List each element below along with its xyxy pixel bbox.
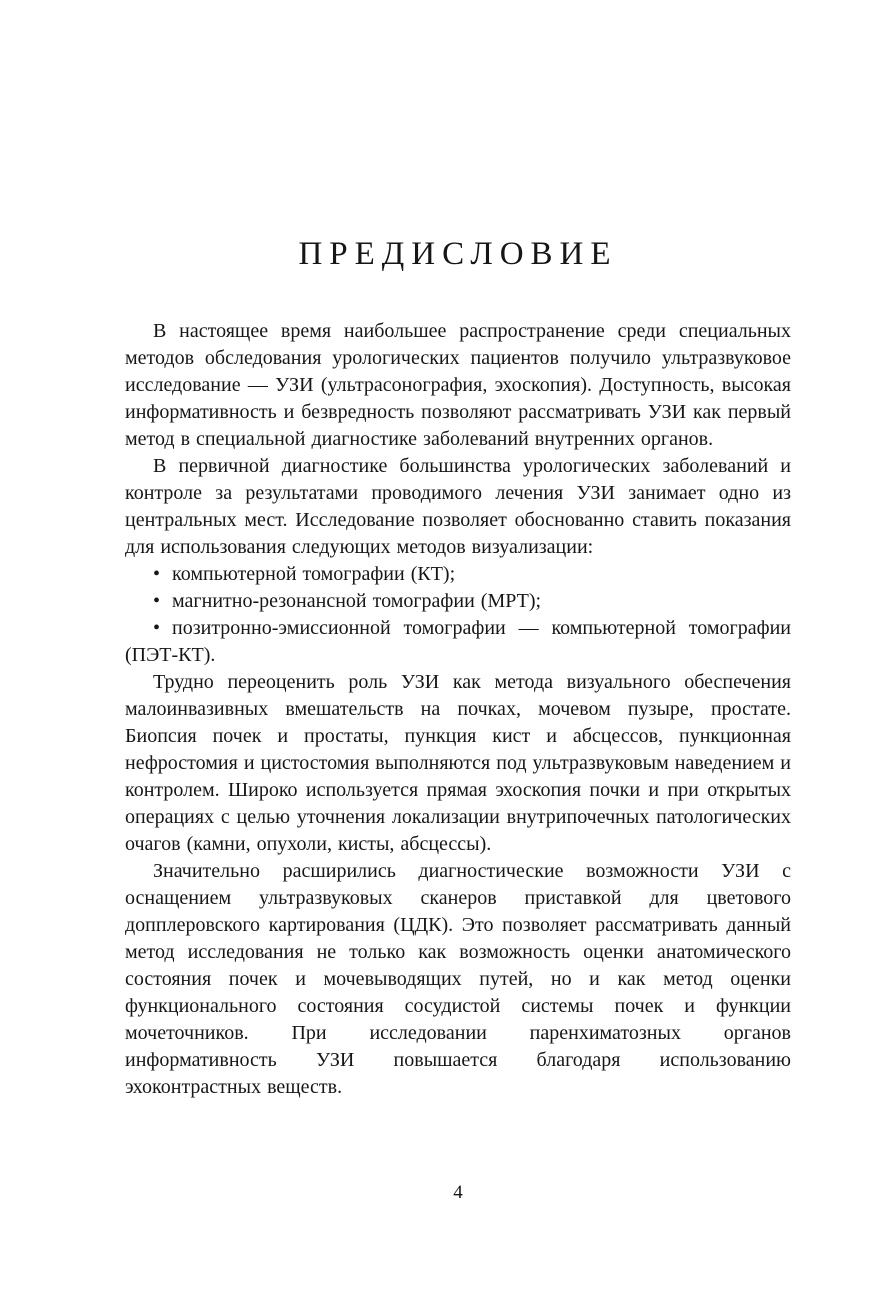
bullet-item-1 [125,561,791,588]
bullet-icon: • [153,617,161,639]
bullet-icon: • [153,563,161,585]
bullet-icon: • [153,590,161,612]
bullet-item-text: компьютерной томографии (КТ); [172,563,456,585]
paragraph-2: В первичной диагностике большинства урологических заболеваний и контроле за результатами проводимого лечения УЗИ занимает одно из центральных мест. Исследование позволяет обоснованно ставить показания для использования следующих методов визуализации: [125,455,791,558]
paragraph-1: В настоящее время наибольшее распространение среди специальных методов обследования урологических пациентов получило ультразвуковое исследование — УЗИ (ультрасонография, эхоскопия). Доступность, высокая информативность и безвредность позволяют рассматривать УЗИ как первый метод в специальной диагностике заболеваний внутренних органов. [125,320,791,450]
bullet-item-text: магнитно-резонансной томографии (МРТ); [172,590,542,612]
page-number: 4 [453,1182,463,1203]
page-title: ПРЕДИСЛОВИЕ [298,236,618,272]
paragraph-4: Значительно расширились диагностические возможности УЗИ с оснащением ультразвуковых сканеров приставкой для цветового допплеровского картирования (ЦДК). Это позволяет рассматривать данный метод исследования не только как возможность оценки анатомического состояния почек и мочевыводящих путей, но и как метод оценки функционального состояния сосудистой системы почек и функции мочеточников. При исследовании паренхиматозных органов информативность УЗИ повышается благодаря использованию эхоконтрастных веществ. [125,860,791,1098]
page-content [125,0,791,1101]
bullet-item-2 [125,588,791,615]
bullet-item-text: позитронно-эмиссионной томографии — компьютерной томографии (ПЭТ-КТ). [125,617,791,666]
paragraph-3: Трудно переоценить роль УЗИ как метода визуального обеспечения малоинвазивных вмешательств на почках, мочевом пузыре, простате. Биопсия почек и простаты, пункция кист и абсцессов, пункционная нефростомия и цистостомия выполняются под ультразвуковым наведением и контролем. Широко используется прямая эхоскопия почки и при открытых операциях с целью уточнения локализации внутрипочечных патологических очагов (камни, опухоли, кисты, абсцессы). [125,671,791,855]
bullet-item-3 [125,615,791,669]
